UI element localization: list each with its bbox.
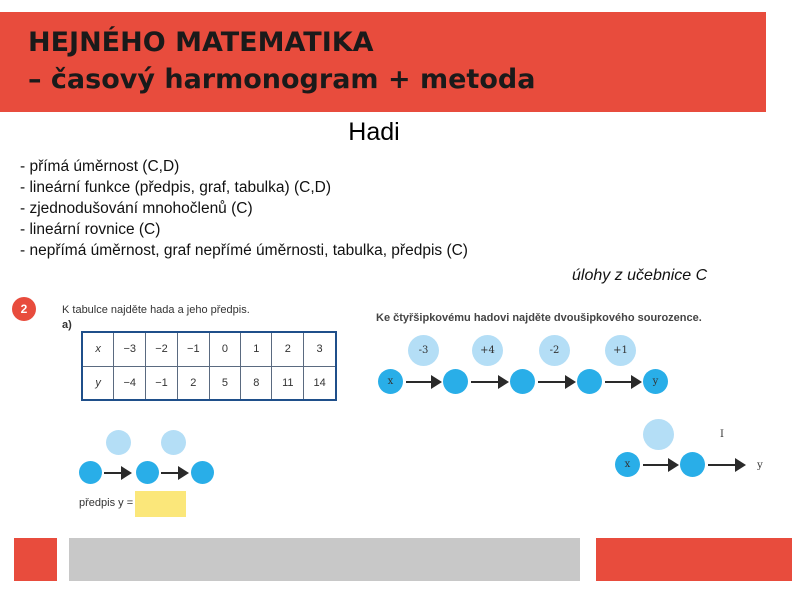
- snake-op-label: I: [720, 428, 724, 440]
- snake-start-node: x: [378, 369, 403, 394]
- snake-end-label: y: [757, 459, 763, 471]
- table-cell: x: [82, 332, 114, 366]
- footer-right-accent: [596, 538, 792, 581]
- formula-answer-box: [135, 491, 186, 517]
- topic-item: - lineární rovnice (C): [20, 221, 161, 238]
- snake-start-node: x: [615, 452, 640, 477]
- topic-item: - nepřímá úměrnost, graf nepřímé úměrnosti, tabulka, předpis (C): [20, 242, 468, 259]
- snake-op-circle: +1: [605, 335, 636, 366]
- snake-end-node: y: [643, 369, 668, 394]
- snake-node: [577, 369, 602, 394]
- footer-left-accent: [14, 538, 57, 581]
- values-table: [81, 331, 337, 401]
- snake-arrow: [708, 464, 744, 466]
- page-title: [28, 24, 535, 98]
- snake-node: [136, 461, 159, 484]
- snake-arrow: [643, 464, 677, 466]
- source-note: úlohy z učebnice C: [572, 267, 708, 284]
- snake-node: [510, 369, 535, 394]
- task-number-badge: 2: [12, 297, 36, 321]
- table-cell: −3: [114, 332, 146, 366]
- snake-node: [191, 461, 214, 484]
- snake-arrow: [605, 381, 640, 383]
- snake-arrow: [538, 381, 574, 383]
- topic-item: - zjednodušování mnohočlenů (C): [20, 200, 253, 217]
- table-cell: 3: [304, 332, 336, 366]
- table-cell: 0: [209, 332, 240, 366]
- topic-item: - lineární funkce (předpis, graf, tabulka) (C,D): [20, 179, 331, 196]
- table-cell: −4: [114, 366, 146, 400]
- snake-node: [79, 461, 102, 484]
- snake-op-circle: [161, 430, 186, 455]
- table-cell: 5: [209, 366, 240, 400]
- task-instruction: K tabulce najděte hada a jeho předpis.: [62, 304, 250, 316]
- table-cell: 8: [241, 366, 272, 400]
- snake-arrow: [104, 472, 130, 474]
- table-cell: y: [82, 366, 114, 400]
- table-row-y: [82, 366, 336, 400]
- snake-op-circle: -3: [408, 335, 439, 366]
- snake-op-circle: [106, 430, 131, 455]
- snake-arrow: [161, 472, 187, 474]
- table-cell: 14: [304, 366, 336, 400]
- snake-op-circle: +4: [472, 335, 503, 366]
- snake-op-circle: [643, 419, 674, 450]
- task2-instruction: Ke čtyřšipkovému hadovi najděte dvoušipkového sourozence.: [376, 312, 702, 324]
- snake-op-circle: -2: [539, 335, 570, 366]
- table-cell: −2: [146, 332, 178, 366]
- snake-arrow: [406, 381, 440, 383]
- snake-node: [443, 369, 468, 394]
- title-line-2: – časový harmonogram + metoda: [28, 64, 536, 95]
- table-cell: 2: [272, 332, 304, 366]
- table-cell: −1: [177, 332, 209, 366]
- task-part-label: a): [62, 319, 72, 331]
- table-cell: 1: [241, 332, 272, 366]
- table-cell: 11: [272, 366, 304, 400]
- formula-label: předpis y =: [79, 497, 134, 509]
- snake-node: [680, 452, 705, 477]
- topic-list: [20, 156, 468, 261]
- topic-item: - přímá úměrnost (C,D): [20, 158, 180, 175]
- title-line-1: HEJNÉHO MATEMATIKA: [28, 27, 374, 58]
- snake-arrow: [471, 381, 507, 383]
- table-cell: 2: [177, 366, 209, 400]
- table-row-x: [82, 332, 336, 366]
- footer-center-bar: [69, 538, 580, 581]
- table-cell: −1: [146, 366, 178, 400]
- section-subtitle: Hadi: [348, 118, 400, 146]
